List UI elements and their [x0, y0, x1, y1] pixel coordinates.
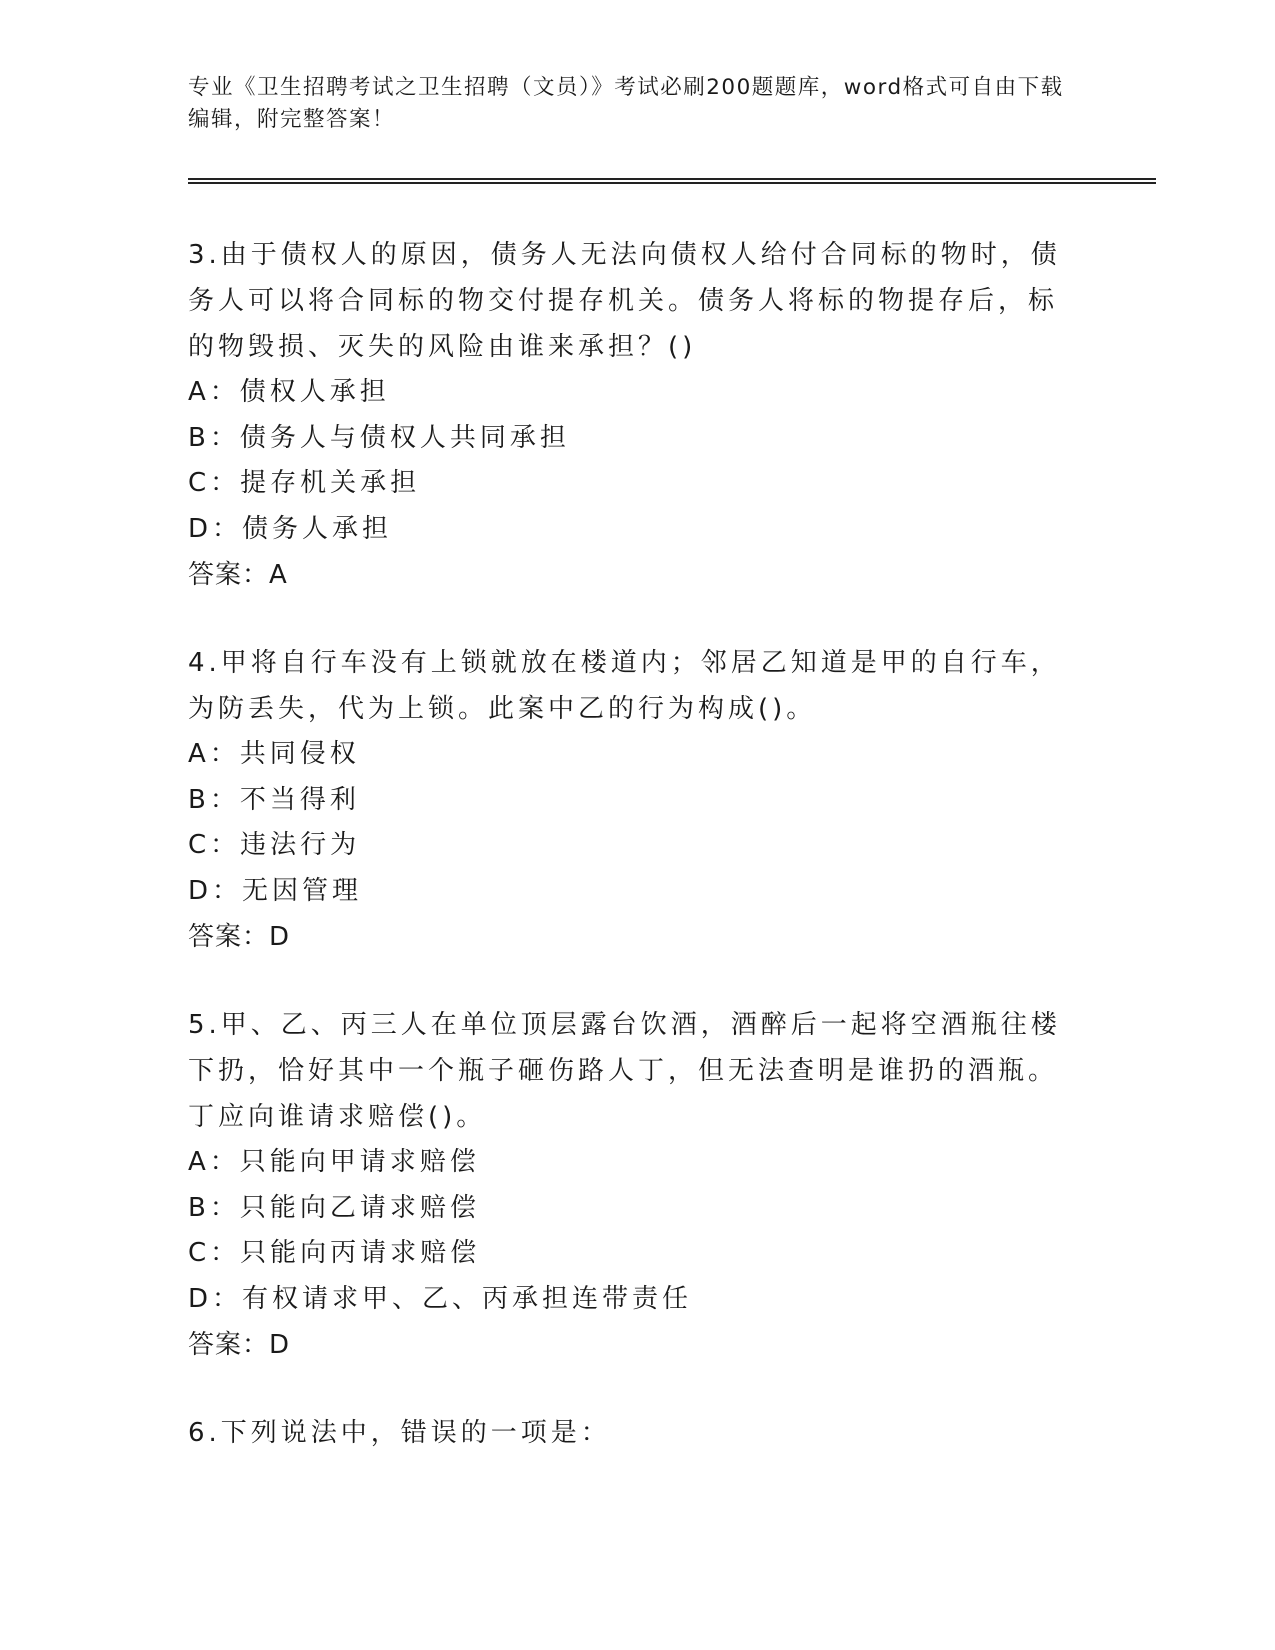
option-a: A：共同侵权	[188, 739, 360, 769]
option-b: B：只能向乙请求赔偿	[188, 1192, 480, 1223]
option-d: D：债务人承担	[188, 513, 393, 544]
option-c: C：只能向丙请求赔偿	[188, 1238, 481, 1268]
answer: 答案：D	[188, 922, 291, 952]
option-b: B：不当得利	[188, 784, 360, 815]
option-c: C：违法行为	[188, 830, 361, 860]
question-text: 5.甲、乙、丙三人在单位顶层露台饮酒，酒醉后一起将空酒瓶往楼下扔，恰好其中一个瓶子砸伤路人丁，但无法查明是谁扔的酒瓶。丁应向谁请求赔偿()。	[188, 1010, 1061, 1132]
question-4	[188, 640, 1068, 960]
question-text: 3.由于债权人的原因，债务人无法向债权人给付合同标的物时，债务人可以将合同标的物交付提存机关。债务人将标的物提存后，标的物毁损、灭失的风险由谁来承担？()	[188, 240, 1061, 362]
option-a: A：债权人承担	[188, 377, 390, 407]
header-divider	[188, 178, 1156, 184]
answer: 答案：D	[188, 1330, 291, 1360]
answer: 答案：A	[188, 560, 288, 590]
question-6	[188, 1410, 1068, 1456]
option-d: D：有权请求甲、乙、丙承担连带责任	[188, 1283, 693, 1314]
question-text: 6.下列说法中，错误的一项是：	[188, 1418, 611, 1448]
option-b: B：债务人与债权人共同承担	[188, 422, 570, 453]
option-c: C：提存机关承担	[188, 468, 421, 498]
question-5	[188, 1002, 1068, 1368]
question-list	[188, 232, 1068, 1498]
option-a: A：只能向甲请求赔偿	[188, 1147, 480, 1177]
question-3	[188, 232, 1068, 598]
option-d: D：无因管理	[188, 875, 363, 906]
document-header: 专业《卫生招聘考试之卫生招聘（文员）》考试必刷200题题库，word格式可自由下载编辑，附完整答案！	[188, 75, 1064, 132]
question-text: 4.甲将自行车没有上锁就放在楼道内；邻居乙知道是甲的自行车，为防丢失，代为上锁。此案中乙的行为构成()。	[188, 648, 1061, 724]
